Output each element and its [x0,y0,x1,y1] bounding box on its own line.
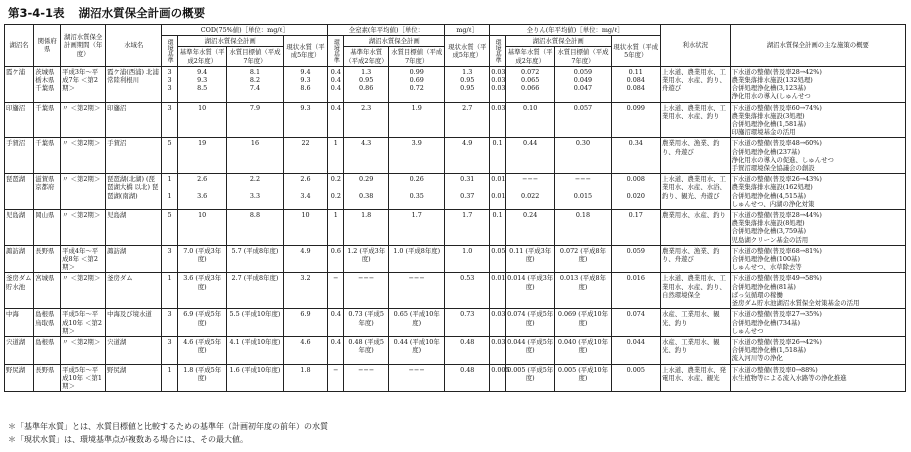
tp-base-cell: 0.24 [505,210,554,246]
pref-cell: 島根県 鳥取県 [34,309,61,337]
tp-target-cell: 0.18 [555,210,611,246]
cod-current-cell: 3.2 [283,273,328,309]
tp-current-cell: 2.7 [445,102,490,138]
lake-cell: 印旛沼 [5,102,34,138]
header-cod-base: 基準年水質（平成2年度） [177,47,226,66]
tp-current2-cell: 0.099 [611,102,660,138]
footnote-1: ＊「基準年水質」とは、水質目標値と比較するための基準年（計画初年度の前年）の水質 [8,422,328,431]
cod-current-cell: 6.9 [283,309,328,337]
lake-cell: 宍道湖 [5,336,34,364]
lake-cell: 野尻湖 [5,364,34,392]
tp-env-cell: 0.03 [490,102,506,138]
usage-cell: 農業用水、水産、釣り [660,210,730,246]
pref-cell: 島根県 [34,336,61,364]
tp-current-cell: 1.3 0.95 0.95 [445,66,490,102]
table-row [5,174,906,210]
tn-base-cell: 2.3 [344,102,389,138]
tn-env-cell: − [328,273,344,309]
area-cell: 児島湖 [106,210,162,246]
tp-target-cell: 0.040 (平成10年度) [555,336,611,364]
lake-cell: 児島湖 [5,210,34,246]
tn-env-cell: 0.4 [328,336,344,364]
header-tp-base: 基準年水質（平成2年度） [505,47,554,66]
table-row [5,309,906,337]
usage-cell: 農業用水、漁業、釣り、舟遊び [660,245,730,273]
pref-cell: 千葉県 [34,138,61,174]
tp-current2-cell: 0.059 [611,245,660,273]
measures-cell: 下水道の整備(普及率28→42%) 農業集落排水施設(132処理) 合併処理浄化槽(3,123基) 浄化用水の導入(しゅんせつ [730,66,905,102]
cod-base-cell: 2.6 3.6 [177,174,226,210]
usage-cell: 上水道、農業用水、工業用水、水産、水浴、釣り、観光、舟遊び [660,174,730,210]
tp-current2-cell: 0.008 0.020 [611,174,660,210]
tn-base-cell: 1.8 [344,210,389,246]
footnote-2: ＊「現状水質」は、環境基準点が複数ある場合には、その最大値。 [8,435,248,444]
cod-current-cell: 4.6 [283,336,328,364]
table-row [5,336,906,364]
tp-current-cell: 0.73 [445,309,490,337]
tn-target-cell: 1.9 [389,102,445,138]
cod-target-cell: 8.8 [227,210,283,246]
area-cell: 琵琶湖(北湖) (琵琶湖大橋 以北) 琵琶湖(南湖) [106,174,162,210]
measures-cell: 下水道の整備(普及率28→44%) 農業集落排水施設(8処理) 合併処理浄化槽(3,759基) 児島湖クリーン基金の活用 [730,210,905,246]
plan-cell: 〃 ＜第2期＞ [61,336,106,364]
header-tp-current2: 現状水質（平成5年度） [611,36,660,67]
header-tn-env: 環境基準 [332,39,340,63]
area-cell: 手賀沼 [106,138,162,174]
cod-target-cell: 8.1 8.2 7.4 [227,66,283,102]
cod-base-cell: 10 [177,210,226,246]
cod-target-cell: 7.9 [227,102,283,138]
cod-env-cell: 1 [162,273,178,309]
tp-base-cell: 0.005 (平成5年度) [505,364,554,392]
tn-env-cell: 1 [328,210,344,246]
tp-env-cell: 0.005 [490,364,506,392]
area-cell: 宍道湖 [106,336,162,364]
pref-cell: 宮城県 [34,273,61,309]
tn-env-cell: 0.4 [328,102,344,138]
pref-cell: 千葉県 [34,102,61,138]
tp-env-cell: 0.01 [490,273,506,309]
cod-env-cell: 3 [162,102,178,138]
plan-cell: 平成5年〜平成10年 ＜第2期＞ [61,309,106,337]
header-tn-target: 水質目標値（平成7年度） [389,47,445,66]
footnotes [8,420,328,446]
cod-base-cell: 1.8 (平成5年度) [177,364,226,392]
tn-env-cell: 0.4 0.4 0.4 [328,66,344,102]
cod-current-cell: 9.3 [283,102,328,138]
table-row [5,245,906,273]
cod-base-cell: 6.9 (平成5年度) [177,309,226,337]
cod-target-cell: 4.1 (平成10年度) [227,336,283,364]
plan-cell: 平成3年〜平成7年 ＜第2期＞ [61,66,106,102]
tn-target-cell: 1.0 (平成8年度) [389,245,445,273]
tp-current-cell: 0.53 [445,273,490,309]
lake-plan-table [4,24,906,392]
table-caption: 湖沼水質保全計画の概要 [78,6,206,20]
tp-target-cell: 0.057 [555,102,611,138]
tn-target-cell: 0.65 (平成10年度) [389,309,445,337]
cod-base-cell: 9.4 9.3 8.5 [177,66,226,102]
tp-current-cell: 4.9 [445,138,490,174]
tn-base-cell: 4.3 [344,138,389,174]
tn-target-cell: −−− [389,273,445,309]
table-row [5,210,906,246]
tp-target-cell: 0.069 (平成10年度) [555,309,611,337]
tp-current-cell: 0.48 [445,336,490,364]
header-measures: 湖沼水質保全計画の主な施策の概要 [730,25,905,67]
tp-env-cell: 0.1 [490,210,506,246]
cod-base-cell: 7.0 (平成3年度) [177,245,226,273]
lake-cell: 釜房ダム貯水池 [5,273,34,309]
tn-base-cell: 1.3 0.95 0.86 [344,66,389,102]
header-plan: 湖沼水質保全計画期間（年度） [61,25,106,67]
cod-base-cell: 4.6 (平成5年度) [177,336,226,364]
usage-cell: 上水道、農業用水、発電用水、水産、観光 [660,364,730,392]
cod-env-cell: 3 [162,245,178,273]
cod-current-cell: 2.6 3.4 [283,174,328,210]
measures-cell: 下水道の整備(普及率27→35%) 合併処理浄化槽(734基) しゅんせつ [730,309,905,337]
header-cod-env: 環境基準 [166,39,174,63]
cod-target-cell: 1.6 (平成10年度) [227,364,283,392]
tp-base-cell: 0.072 0.065 0.066 [505,66,554,102]
tn-env-cell: 0.2 0.2 [328,174,344,210]
cod-current-cell: 22 [283,138,328,174]
tp-env-cell: 0.03 [490,336,506,364]
cod-env-cell: 1 1 [162,174,178,210]
cod-env-cell: 3 [162,336,178,364]
area-cell: 野尻湖 [106,364,162,392]
table-row [5,66,906,102]
measures-cell: 下水道の整備(普及率0→88%) 水生植物等による流入水路等の浄化推進 [730,364,905,392]
tn-base-cell: 0.29 0.38 [344,174,389,210]
tp-env-cell: 0.05 [490,245,506,273]
usage-cell: 農業用水、漁業、釣り、舟遊び [660,138,730,174]
tp-base-cell: 0.014 (平成3年度) [505,273,554,309]
header-tp-current: 現状水質（平成5年度） [445,36,490,67]
cod-target-cell: 5.5 (平成10年度) [227,309,283,337]
table-row [5,273,906,309]
tn-base-cell: −−− [344,273,389,309]
tn-env-cell: 0.6 [328,245,344,273]
tp-target-cell: 0.013 (平成8年度) [555,273,611,309]
tn-target-cell: 1.7 [389,210,445,246]
header-tp-plan: 湖沼水質保全計画 [505,36,611,47]
tp-current2-cell: 0.044 [611,336,660,364]
tp-env-cell: 0.03 [490,309,506,337]
tp-base-cell: 0.044 (平成5年度) [505,336,554,364]
header-tn: 全窒素(年平均値)［単位： [328,25,445,36]
cod-env-cell: 5 [162,138,178,174]
header-tp-env: 環境基準 [494,39,502,63]
tp-target-cell: −−− 0.015 [555,174,611,210]
measures-cell: 下水道の整備(普及率26→43%) 農業集落排水施設(162処理) 合併処理浄化槽(4,515基) しゅんせつ、内湖の浄化対策 [730,174,905,210]
measures-cell: 下水道の整備(普及率26→42%) 合併処理浄化槽(1,518基) 流入河川等の浄化 [730,336,905,364]
tp-target-cell: 0.005 (平成10年度) [555,364,611,392]
tn-env-cell: − [328,364,344,392]
tp-target-cell: 0.30 [555,138,611,174]
pref-cell: 長野県 [34,245,61,273]
tn-base-cell: 1.2 (平成3年度) [344,245,389,273]
pref-cell: 岡山県 [34,210,61,246]
tp-base-cell: 0.11 (平成3年度) [505,245,554,273]
tn-base-cell: 0.48 (平成5年度) [344,336,389,364]
tp-target-cell: 0.059 0.049 0.047 [555,66,611,102]
header-cod-current: 現状水質（平成5年度） [283,36,328,67]
plan-cell: 〃 ＜第2期＞ [61,210,106,246]
area-cell: 諏訪湖 [106,245,162,273]
tp-base-cell: 0.44 [505,138,554,174]
tn-base-cell: 0.73 (平成5年度) [344,309,389,337]
lake-cell: 霞ケ浦 [5,66,34,102]
tp-current2-cell: 0.34 [611,138,660,174]
usage-cell: 上水道、農業用水、工業用水、水産、釣り、自然環境保全 [660,273,730,309]
tp-target-cell: 0.072 (平成8年度) [555,245,611,273]
lake-cell: 中海 [5,309,34,337]
pref-cell: 滋賀県 京都府 [34,174,61,210]
lake-cell: 手賀沼 [5,138,34,174]
header-cod: COD(75%値)［単位：mg/ℓ］ [162,25,328,36]
plan-cell: 〃 ＜第2期＞ [61,102,106,138]
plan-cell: 平成5年〜平成10年 ＜第1期＞ [61,364,106,392]
header-unit: mg/ℓ］ [445,25,490,36]
pref-cell: 茨城県 栃木県 千葉県 [34,66,61,102]
cod-base-cell: 10 [177,102,226,138]
tp-current2-cell: 0.016 [611,273,660,309]
plan-cell: 〃 ＜第2期＞ [61,138,106,174]
table-row [5,364,906,392]
cod-target-cell: 2.7 (平成8年度) [227,273,283,309]
header-usage: 利水状況 [660,25,730,67]
tp-current-cell: 1.0 [445,245,490,273]
pref-cell: 長野県 [34,364,61,392]
header-cod-target: 水質目標値（平成7年度） [227,47,283,66]
area-cell: 霞ケ浦(西浦) 北浦 常陸利根川 [106,66,162,102]
header-tn-plan: 湖沼水質保全計画 [344,36,445,47]
measures-cell: 下水道の整備(普及率68→81%) 合併処理浄化槽(100基) しゅんせつ、水草除去等 [730,245,905,273]
cod-env-cell: 1 [162,364,178,392]
cod-env-cell: 3 3 3 [162,66,178,102]
tp-base-cell: 0.074 (平成5年度) [505,309,554,337]
header-cod-plan: 湖沼水質保全計画 [177,36,283,47]
tn-base-cell: −−− [344,364,389,392]
header-lake: 湖沼名 [5,25,34,67]
tp-current2-cell: 0.11 0.084 0.084 [611,66,660,102]
usage-cell: 水産、工業用水、観光、釣り [660,336,730,364]
lake-cell: 琵琶湖 [5,174,34,210]
tp-base-cell: −−− 0.022 [505,174,554,210]
measures-cell: 下水道の整備(普及率48→60%) 合併処理浄化槽(237基) 浄化用水の導入の促進、しゅんせつ 手賀沼環境保全協議会の創設 [730,138,905,174]
area-cell: 印旛沼 [106,102,162,138]
header-pref: 関係府県 [34,25,61,67]
tp-current-cell: 0.48 [445,364,490,392]
plan-cell: 〃 ＜第2期＞ [61,273,106,309]
cod-env-cell: 5 [162,210,178,246]
cod-current-cell: 1.8 [283,364,328,392]
cod-current-cell: 4.9 [283,245,328,273]
header-tp: 全りん(年平均値)［単位：mg/ℓ］ [490,25,661,36]
tp-env-cell: 0.03 0.03 0.03 [490,66,506,102]
cod-target-cell: 5.7 (平成8年度) [227,245,283,273]
usage-cell: 水産、工業用水、観光、釣り [660,309,730,337]
header-area: 水域名 [106,25,162,67]
tn-target-cell: 0.99 0.69 0.72 [389,66,445,102]
tn-env-cell: 0.4 [328,309,344,337]
tp-current-cell: 0.31 0.37 [445,174,490,210]
lake-cell: 諏訪湖 [5,245,34,273]
tn-target-cell: 3.9 [389,138,445,174]
tp-current2-cell: 0.005 [611,364,660,392]
cod-target-cell: 2.2 3.3 [227,174,283,210]
tp-current2-cell: 0.074 [611,309,660,337]
table-row [5,138,906,174]
plan-cell: 〃 ＜第2期＞ [61,174,106,210]
area-cell: 釜房ダム [106,273,162,309]
cod-env-cell: 3 [162,309,178,337]
header-tn-base: 基準年水質（平成2年度） [345,48,388,65]
tn-target-cell: 0.44 (平成10年度) [389,336,445,364]
cod-base-cell: 19 [177,138,226,174]
tn-target-cell: −−− [389,364,445,392]
tp-current-cell: 1.7 [445,210,490,246]
cod-target-cell: 16 [227,138,283,174]
cod-base-cell: 3.6 (平成3年度) [177,273,226,309]
measures-cell: 下水道の整備(普及率60→74%) 農業集落排水施設(3処理) 合併処理浄化槽(1,581基) 印旛沼環境基金の活用 [730,102,905,138]
cod-current-cell: 10 [283,210,328,246]
header-tp-target: 水質目標値（平成7年度） [555,47,611,66]
usage-cell: 上水道、農業用水、工業用水、水産、釣り [660,102,730,138]
tp-env-cell: 0.01 0.01 [490,174,506,210]
tp-base-cell: 0.10 [505,102,554,138]
tn-target-cell: 0.26 0.35 [389,174,445,210]
usage-cell: 上水道、農業用水、工業用水、水産、釣り、舟遊び [660,66,730,102]
area-cell: 中海及び境水道 [106,309,162,337]
tp-current2-cell: 0.17 [611,210,660,246]
table-number: 第3-4-1表 [8,6,65,20]
tn-env-cell: 1 [328,138,344,174]
cod-current-cell: 9.4 9.3 8.6 [283,66,328,102]
plan-cell: 平成4年〜平成8年 ＜第2期＞ [61,245,106,273]
measures-cell: 下水道の整備(普及率49→58%) 合併処理浄化槽(81基) ばっ気循環の稼働 釜房ダム貯水池湖沼水質保全対策基金の活用 [730,273,905,309]
tp-env-cell: 0.1 [490,138,506,174]
table-row [5,102,906,138]
table-title [8,5,205,21]
